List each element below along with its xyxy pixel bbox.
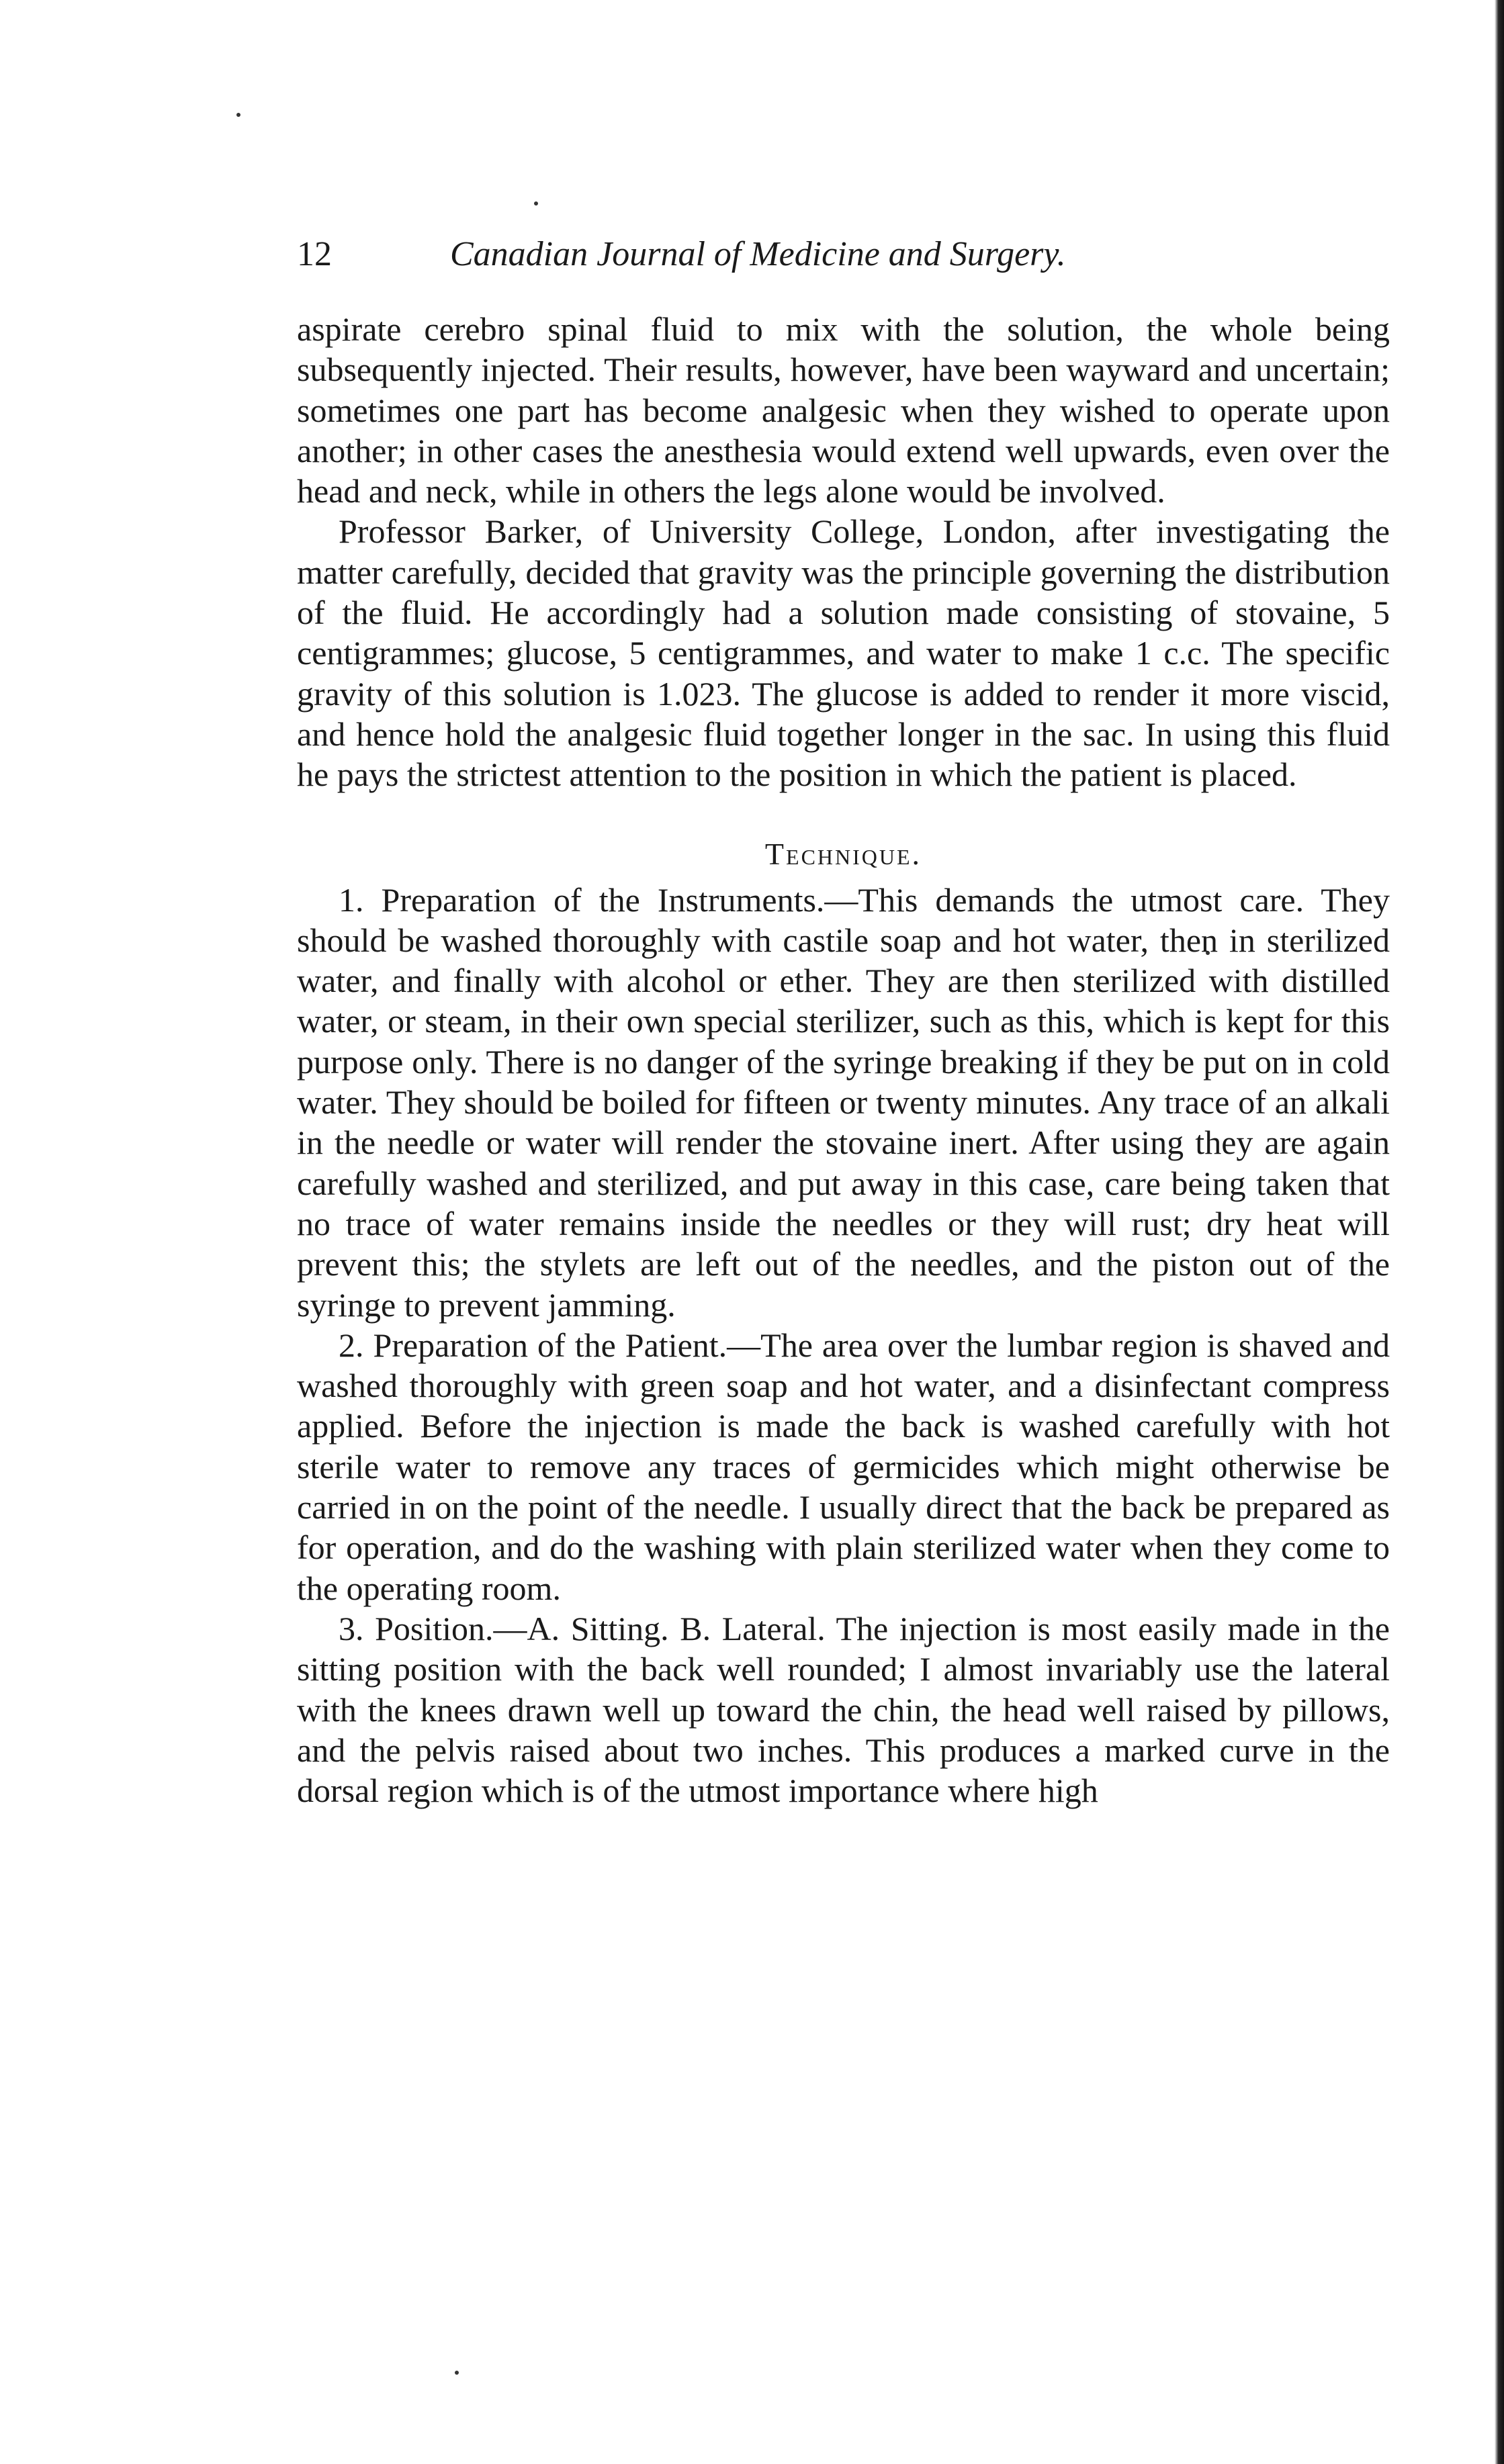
print-speck bbox=[534, 201, 538, 206]
paragraph: 3. Position.—A. Sitting. B. Lateral. The injection is most easily made in the sitting position with the back well rounded; I almost invariably use the lateral with the knees drawn well up toward the chin, the head well raised by pillows, and the pelvis raised about two inches. This produces a marked curve in the dorsal region which is of the utmost importance where high bbox=[297, 1609, 1390, 1810]
section-heading: Technique. bbox=[764, 836, 922, 871]
page-number: 12 bbox=[297, 235, 332, 273]
paragraph: Professor Barker, of University College, London, after investigating the matter carefully, decided that gravity was the principle governing the distribution of the fluid. He accordingly had a solution made consisting of stovaine, 5 centigrammes; glucose, 5 centigrammes, and water to make 1 c.c. The specific gravity of this solution is 1.023. The glucose is added to render it more viscid, and hence hold the analgesic fluid together longer in the sac. In using this fluid he pays the strictest attention to the position in which the patient is placed. bbox=[297, 512, 1390, 794]
print-speck bbox=[236, 113, 240, 117]
document-page bbox=[297, 234, 1390, 1811]
journal-title: Canadian Journal of Medicine and Surgery. bbox=[450, 235, 1066, 273]
paragraph: 2. Preparation of the Patient.—The area over the lumbar region is shaved and washed thoroughly with green soap and hot water, and a disinfectant compress applied. Before the injection is made the back is washed carefully with hot sterile water to remove any traces of germicides which might otherwise be carried in on the point of the needle. I usually direct that the back be prepared as for operation, and do the washing with plain sterilized water when they come to the operating room. bbox=[297, 1326, 1390, 1607]
page-edge-shadow bbox=[1495, 0, 1504, 2464]
print-speck bbox=[455, 2371, 459, 2375]
running-header bbox=[297, 234, 1390, 275]
paragraph: aspirate cerebro spinal fluid to mix with the solution, the whole being subsequently injected. Their results, however, have been wayward and uncertain; sometimes one part has become analgesic when they wished to operate upon another; in other cases the anesthesia would extend well upwards, even over the head and neck, while in others the legs alone would be involved. bbox=[297, 310, 1390, 510]
body-text bbox=[297, 309, 1390, 1811]
paragraph: 1. Preparation of the Instruments.—This demands the utmost care. They should be washed thoroughly with castile soap and hot water, then in sterilized water, and finally with alcohol or ether. They are then sterilized with distilled water, or steam, in their own special sterilizer, such as this, which is kept for this purpose only. There is no danger of the syringe breaking if they be put on in cold water. They should be boiled for fifteen or twenty minutes. Any trace of an alkali in the needle or water will render the stovaine inert. After using they are again carefully washed and sterilized, and put away in this case, care being taken that no trace of water remains inside the needles or they will rust; dry heat will prevent this; the stylets are left out of the needles, and the piston out of the syringe to prevent jamming. bbox=[297, 880, 1390, 1324]
